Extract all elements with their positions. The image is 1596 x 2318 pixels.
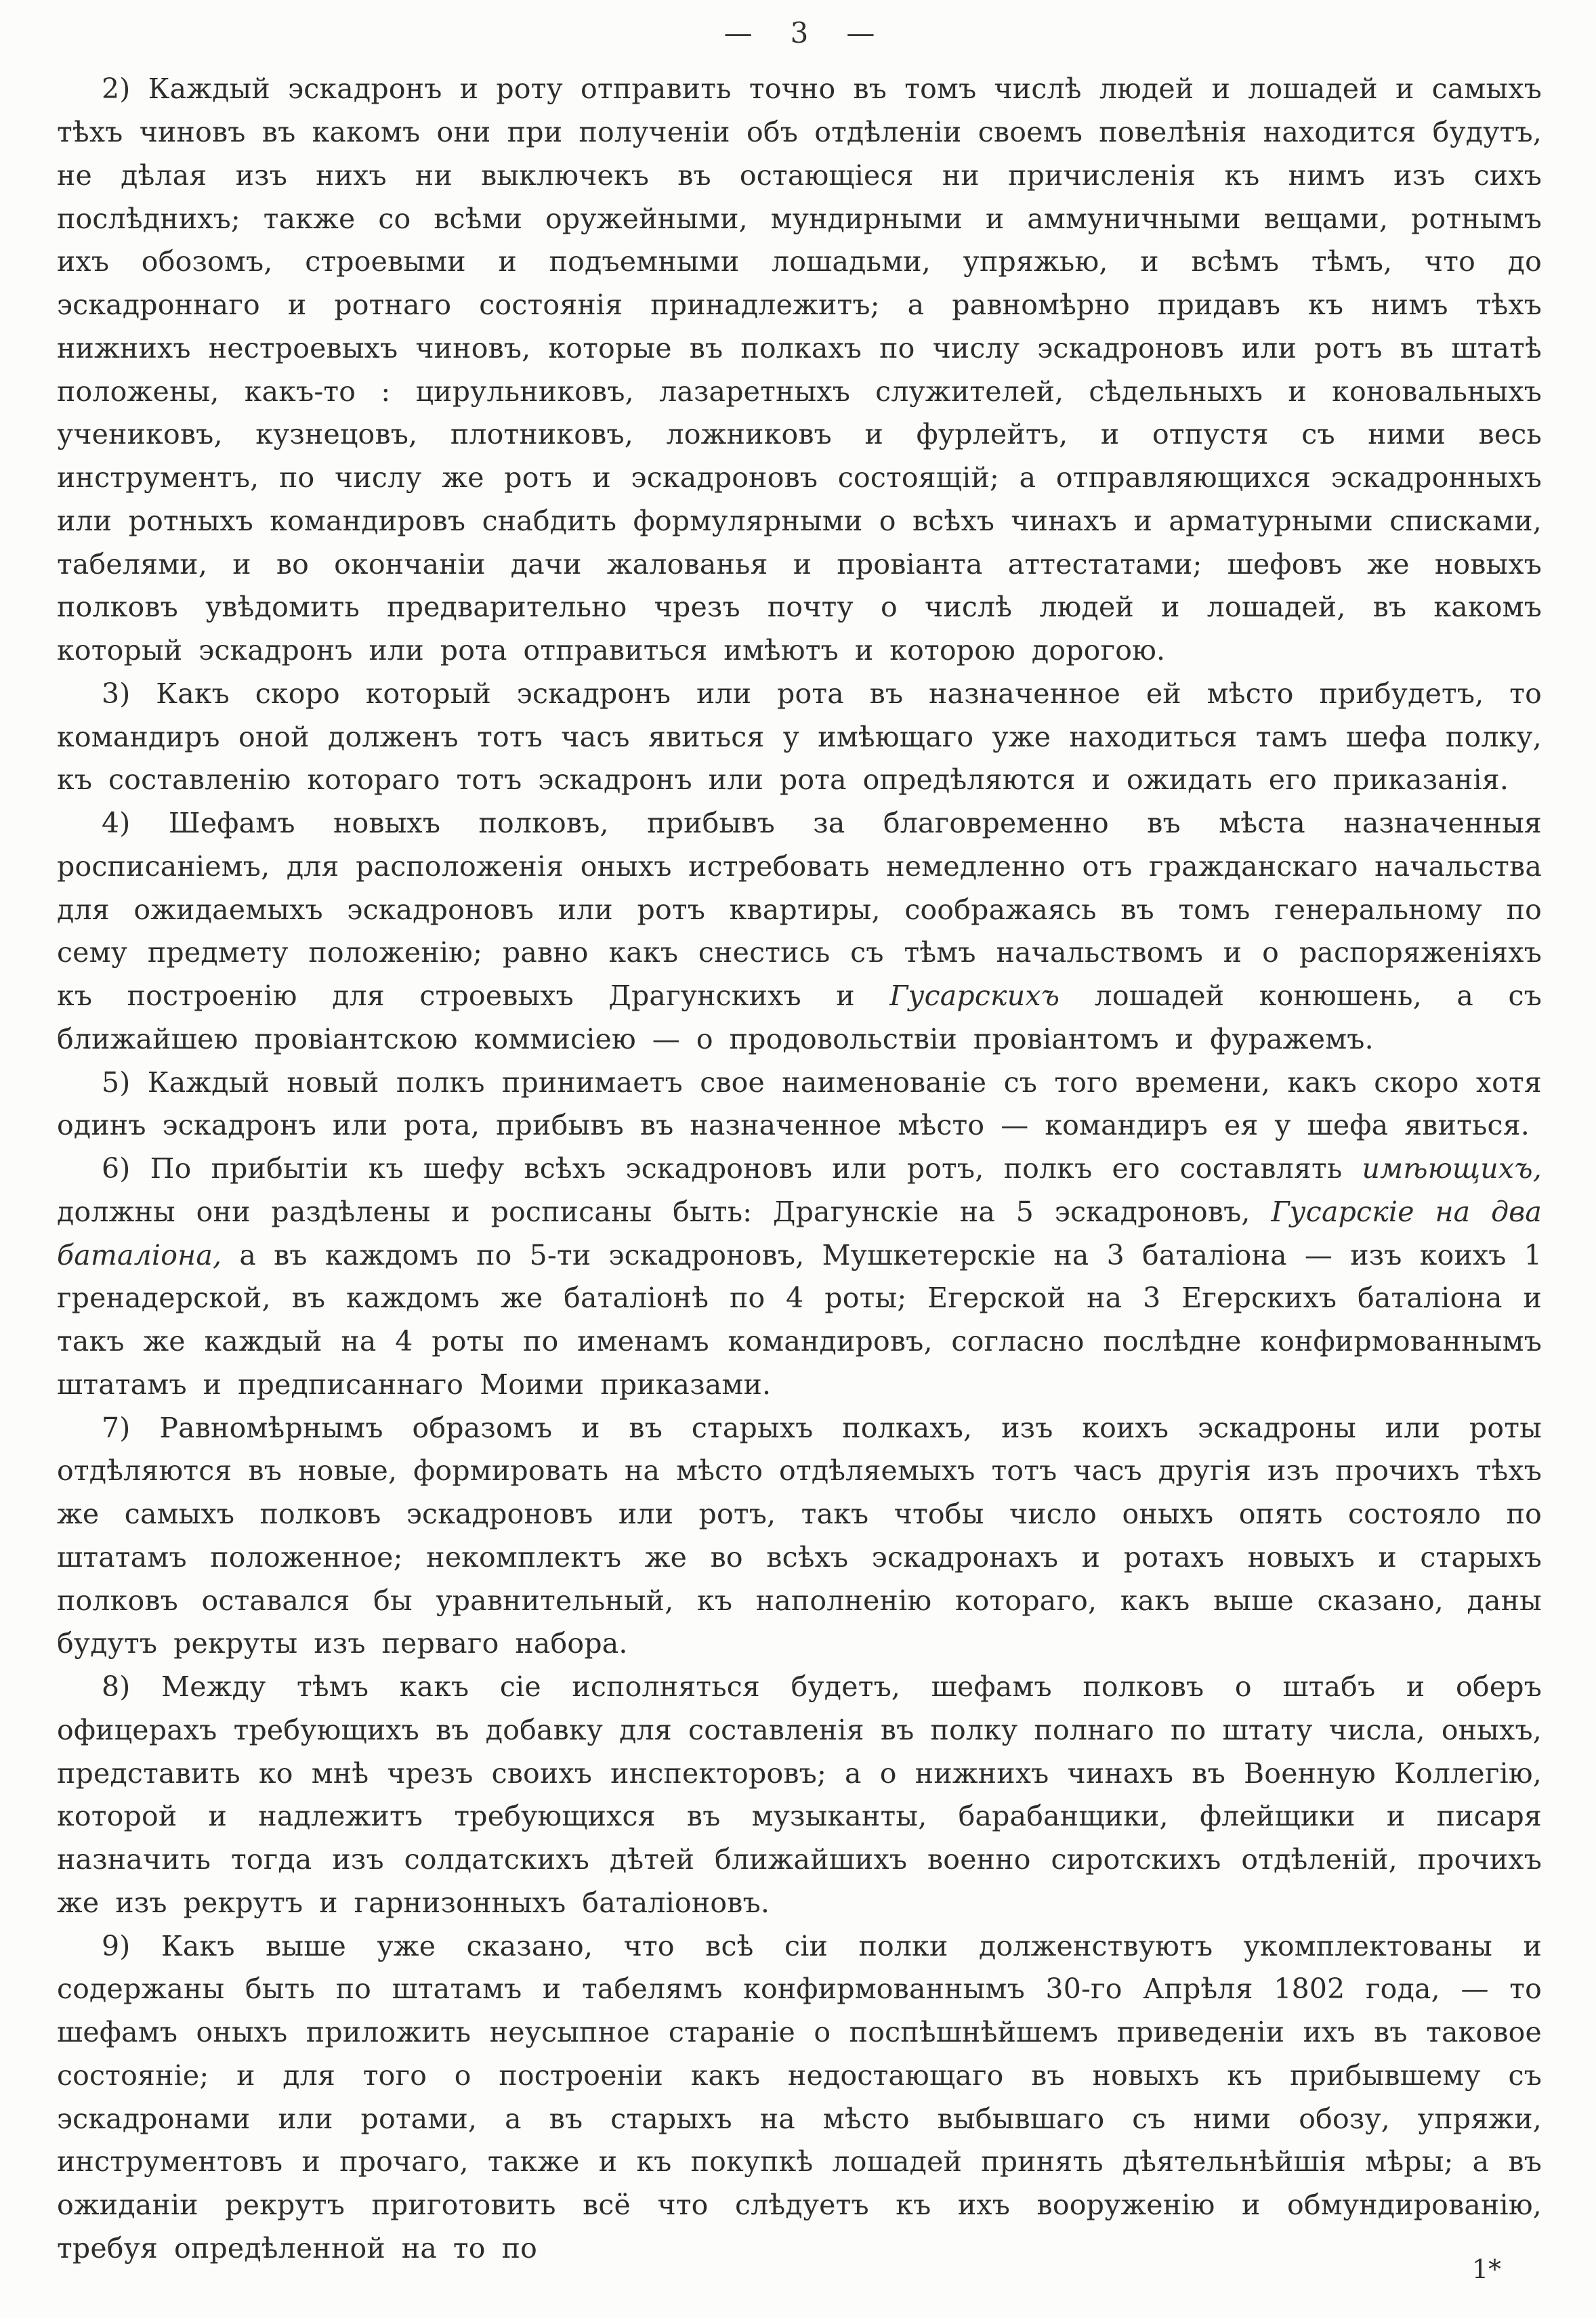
paragraph <box>57 1925 1542 2271</box>
text-run: 5) Каждый новый полкъ принимаетъ свое наименованіе съ того времени, какъ скоро хотя одинъ эскадронъ или рота, прибывъ въ назначенное мѣсто — командиръ ея у шефа явиться. <box>57 1066 1542 1142</box>
paragraph <box>57 68 1542 673</box>
paragraph <box>57 673 1542 802</box>
italic-text-run: Гусарскихъ <box>889 979 1060 1013</box>
text-run: 6) По прибытіи къ шефу всѣхъ эскадроновъ или ротъ, полкъ его составлять <box>102 1152 1362 1185</box>
text-run: 4) Шефамъ новыхъ полковъ, прибывъ за благовременно въ мѣста назначенныя росписаніемъ, для расположенія оныхъ истребовать немедленно отъ гражданскаго начальства для ожидаемыхъ эскадроновъ или ротъ квартиры, соображаясь въ томъ генеральному по сему предмету положенію; равно какъ снестись съ тѣмъ начальствомъ и о распоряженіяхъ къ построенію для строевыхъ Драгунскихъ и <box>57 807 1542 1013</box>
paragraph <box>57 1666 1542 1925</box>
text-run: должны они раздѣлены и росписаны быть: Драгунскіе на 5 эскадроновъ, <box>57 1195 1272 1228</box>
text-run: 7) Равномѣрнымъ образомъ и въ старыхъ полкахъ, изъ коихъ эскадроны или роты отдѣляются въ новые, формировать на мѣсто отдѣляемыхъ тотъ часъ другія изъ прочихъ тѣхъ же самыхъ полковъ эскадроновъ или ротъ, такъ чтобы число оныхъ опять состояло по штатамъ положенное; некомплектъ же во всѣхъ эскадронахъ и ротахъ новыхъ и старыхъ полковъ оставался бы уравнительный, къ наполненію котораго, какъ выше сказано, даны будутъ рекруты изъ перваго набора. <box>57 1411 1542 1660</box>
header-dash-right: — <box>846 16 875 49</box>
document-body <box>57 68 1542 2270</box>
text-run: а въ каждомъ по 5-ти эскадроновъ, Мушкетерскіе на 3 баталіона — изъ коихъ 1 гренадерской, въ каждомъ же баталіонѣ по 4 роты; Егерской на 3 Егерскихъ баталіона и такъ же каждый на 4 роты по именамъ командировъ, согласно послѣдне конфирмованнымъ штатамъ и предписаннаго Моими приказами. <box>57 1238 1542 1401</box>
page-header <box>57 16 1542 50</box>
text-run: 2) Каждый эскадронъ и роту отправить точно въ томъ числѣ людей и лошадей и самыхъ тѣхъ чиновъ въ какомъ они при полученіи объ отдѣленіи своемъ повелѣнія находится будутъ, не дѣлая изъ нихъ ни выключекъ въ остающіеся ни причисленія къ нимъ изъ сихъ послѣднихъ; также со всѣми оружейными, мундирными и аммуничными вещами, ротнымъ ихъ обозомъ, строевыми и подъемными лошадьми, упряжью, и всѣмъ тѣмъ, что до эскадроннаго и ротнаго состоянія принадлежитъ; а равномѣрно придавъ къ нимъ тѣхъ нижнихъ нестроевыхъ чиновъ, которые въ полкахъ по числу эскадроновъ или ротъ въ штатѣ положены, какъ-то : цирульниковъ, лазаретныхъ служителей, сѣдельныхъ и коновальныхъ учениковъ, кузнецовъ, плотниковъ, ложниковъ и фурлейтъ, и отпустя съ ними весь инструментъ, по числу же ротъ и эскадроновъ состоящій; а отправляющихся эскадронныхъ или ротныхъ командировъ снабдить формулярными о всѣхъ чинахъ и арматурными списками, табелями, и во окончаніи дачи жалованья и провіанта аттестатами; шефовъ же новыхъ полковъ увѣдомить предварительно чрезъ почту о числѣ людей и лошадей, въ какомъ который эскадронъ или рота отправиться имѣютъ и которою дорогою. <box>57 72 1542 667</box>
text-run: 8) Между тѣмъ какъ сіе исполняться будетъ, шефамъ полковъ о штабъ и оберъ офицерахъ требующихъ въ добавку для составленія въ полку полнаго по штату числа, оныхъ, представить ко мнѣ чрезъ своихъ инспекторовъ; а о нижнихъ чинахъ въ Военную Коллегію, которой и надлежитъ требующихся въ музыканты, барабанщики, флейщики и писаря назначить тогда изъ солдатскихъ дѣтей ближайшихъ военно сиротскихъ отдѣленій, прочихъ же изъ рекрутъ и гарнизонныхъ баталіоновъ. <box>57 1670 1542 1919</box>
paragraph <box>57 802 1542 1061</box>
text-run: 3) Какъ скоро который эскадронъ или рота въ назначенное ей мѣсто прибудетъ, то командиръ оной долженъ тотъ часъ явиться у имѣющаго уже находиться тамъ шефа полку, къ составленію котораго тотъ эскадронъ или рота опредѣляются и ожидать его приказанія. <box>57 677 1542 797</box>
header-dash-left: — <box>723 16 753 49</box>
text-run: лошадей конюшень, а съ ближайшею провіантскою коммисіею — о продовольствіи провіантомъ и фуражемъ. <box>57 979 1542 1055</box>
text-run: 9) Какъ выше уже сказано, что всѣ сіи полки долженствуютъ укомплектованы и содержаны быть по штатамъ и табелямъ конфирмованнымъ 30-го Апрѣля 1802 года, — то шефамъ оныхъ приложить неусыпное стараніе о поспѣшнѣйшемъ приведеніи ихъ въ таковое состояніе; и для того о построеніи какъ недостающаго въ новыхъ къ прибывшему съ эскадронами или ротами, а въ старыхъ на мѣсто выбывшаго съ ними обозу, упряжи, инструментовъ и прочаго, также и къ покупкѣ лошадей принять дѣятельнѣйшія мѣры; а въ ожиданіи рекрутъ приготовить всё что слѣдуетъ къ ихъ вооруженію и обмундированію, требуя опредѣленной на то по <box>57 1929 1542 2264</box>
paragraph <box>57 1147 1542 1407</box>
paragraph <box>57 1061 1542 1148</box>
paragraph <box>57 1407 1542 1666</box>
printers-signature-mark: 1* <box>1471 2254 1501 2284</box>
italic-text-run: имѣющихъ, <box>1362 1152 1542 1185</box>
page-number: 3 <box>790 16 809 49</box>
italic-text-run: Гусарскіе на два баталіона, <box>57 1195 1542 1271</box>
